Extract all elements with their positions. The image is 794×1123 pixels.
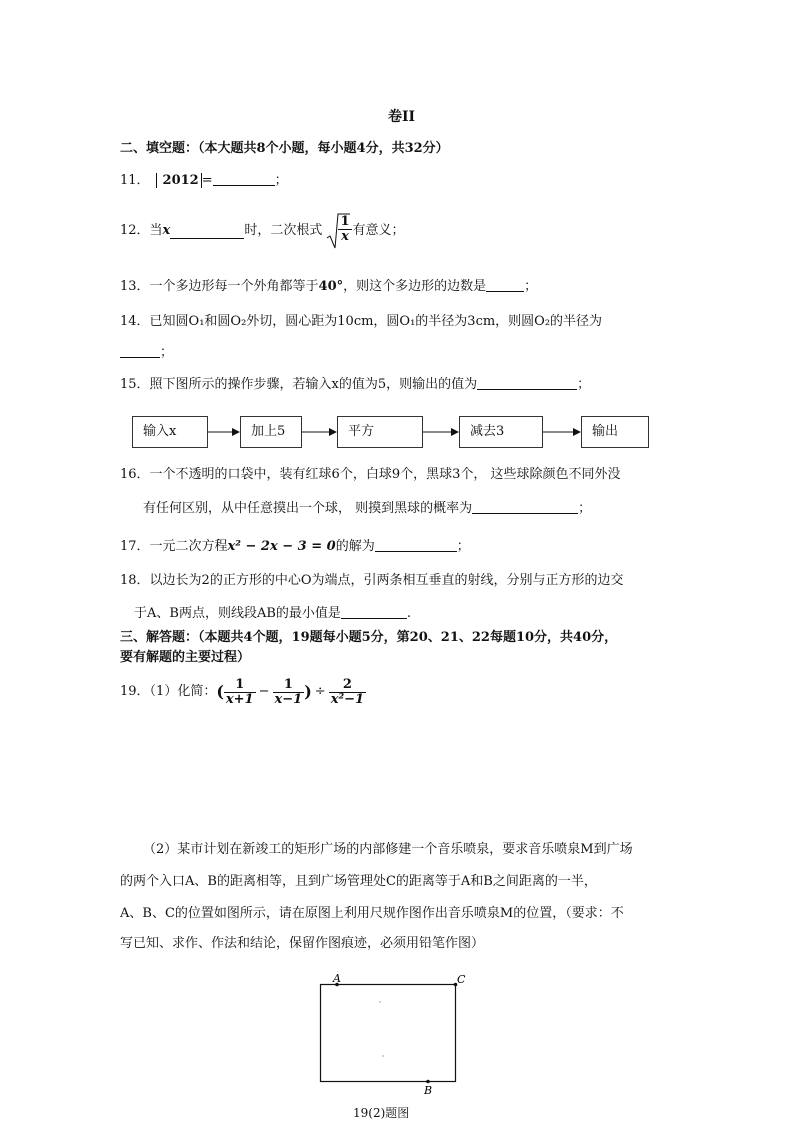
q13-end: ； <box>524 279 538 294</box>
q17-text-2: 的解为 <box>335 539 375 554</box>
q19-1-frac3-num: 2 <box>342 676 352 692</box>
question-18-line-2 <box>134 604 411 623</box>
question-16-line-1: 16．一个不透明的口袋中，装有红球6个，白球9个，黑球3个， 这些球除颜色不同外没 <box>120 467 621 482</box>
q18-line-2-text: 于A、B两点，则线段AB的最小值是 <box>134 606 341 621</box>
q12-mid-text: 时，二次根式 <box>244 223 323 238</box>
q19-1-frac2-den: x−1 <box>274 691 303 707</box>
q19-1-minus: − <box>258 684 270 699</box>
label-a: A <box>333 972 341 985</box>
q19-1-label: 19．（1）化简： <box>120 684 217 699</box>
q19-1-close-paren: ) <box>304 682 312 701</box>
q15-end: ； <box>577 377 591 392</box>
q19-1-open-paren: ( <box>216 682 224 701</box>
question-19-2-line-3: A、B、C的位置如图所示，请在原图上利用尺规作图作出音乐喷泉M的位置，（要求：不 <box>120 906 624 921</box>
q12-number: 12．当 <box>120 223 163 238</box>
q11-end: ； <box>274 173 288 188</box>
section-3-heading-line-2: 要有解题的主要过程） <box>120 650 251 665</box>
flow-arrows <box>0 0 794 470</box>
flow-box-add-5: 加上5 <box>240 416 302 448</box>
label-c: C <box>457 973 466 986</box>
label-b: B <box>424 1084 433 1097</box>
q11-number: 11． <box>120 173 150 188</box>
q17-equation: x² − 2x − 3 = 0 <box>227 539 336 554</box>
question-17 <box>120 537 470 556</box>
question-19-2-line-2: 的两个入口A、B的距离相等，且到广场管理处C的距离等于A和B之间距离的一半， <box>120 874 597 889</box>
q12-variable: x <box>162 223 171 238</box>
q11-equals: = <box>201 173 213 188</box>
paper-speck <box>379 1001 380 1002</box>
flow-box-input: 输入x <box>132 416 208 448</box>
q19-1-frac2-num: 1 <box>283 676 293 692</box>
question-19-2-line-4: 写已知、求作、作法和结论，保留作图痕迹，必须用铅笔作图） <box>120 936 485 951</box>
q18-answer-blank[interactable] <box>341 604 407 619</box>
figure-rectangle-plaza <box>300 968 490 1118</box>
question-19-2-line-1: （2）某市计划在新竣工的矩形广场的内部修建一个音乐喷泉，要求音乐喷泉M到广场 <box>143 842 633 857</box>
q13-angle: 40° <box>318 279 344 294</box>
question-18-line-1: 18．以边长为2的正方形的中心O为端点，引两条相互垂直的射线，分别与正方形的边交 <box>120 573 624 588</box>
paper-speck-2 <box>382 1055 383 1056</box>
q12-frac-denominator: x <box>338 229 351 244</box>
q19-1-divide: ÷ <box>314 684 326 699</box>
flow-box-output: 输出 <box>581 416 649 448</box>
q19-1-frac3-den: x²−1 <box>330 691 365 707</box>
q13-text-2: ，则这个多边形的边数是 <box>343 279 487 294</box>
flow-box-square: 平方 <box>337 416 423 448</box>
q16-end: ； <box>578 501 592 516</box>
q11-abs-value: 2012 <box>156 173 200 188</box>
q18-end: . <box>406 606 412 621</box>
point-b <box>426 1080 430 1084</box>
q12-end: 有意义； <box>352 223 405 238</box>
q14-end: ； <box>160 345 174 360</box>
question-14-line-1: 14．已知圆O₁和圆O₂外切，圆心距为10cm，圆O₁的半径为3cm，则圆O₂的半径为 <box>120 314 603 329</box>
q17-answer-blank[interactable] <box>375 537 457 552</box>
flow-box-subtract-3: 减去3 <box>459 416 543 448</box>
q16-line-2-text: 有任何区别，从中任意摸出一个球， 则摸到黑球的概率为 <box>143 501 473 516</box>
q16-answer-blank[interactable] <box>472 499 578 514</box>
section-2-heading: 二、填空题：（本大题共8个小题，每小题4分，共32分） <box>120 141 449 156</box>
q17-end: ； <box>456 539 470 554</box>
figure-caption: 19(2)题图 <box>353 1106 410 1120</box>
q13-text: 13．一个多边形每一个外角都等于 <box>120 279 319 294</box>
q19-1-frac1-num: 1 <box>235 676 245 692</box>
q17-text: 17．一元二次方程 <box>120 539 228 554</box>
question-16-line-2 <box>143 499 591 518</box>
question-19-1 <box>120 671 366 713</box>
section-3-heading-line-1: 三、解答题：（本题共4个题，19题每小题5分，第20、21、22每题10分，共40分， <box>120 630 618 645</box>
plaza-rectangle <box>321 985 456 1082</box>
q12-frac-numerator: 1 <box>340 214 350 229</box>
q19-1-frac1-den: x+1 <box>225 691 254 707</box>
q15-text: 15．照下图所示的操作步骤，若输入x的值为5，则输出的值为 <box>120 377 478 392</box>
page-title: 卷II <box>388 109 416 125</box>
